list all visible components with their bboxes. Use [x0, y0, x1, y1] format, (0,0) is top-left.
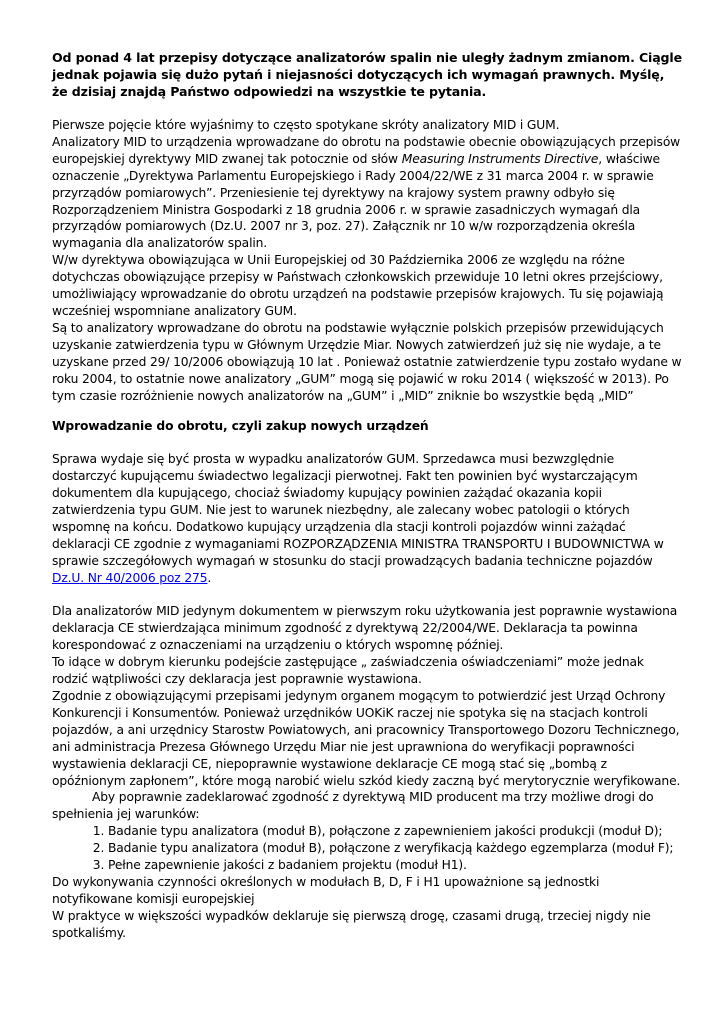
list-item: 2. Badanie typu analizatora (moduł B), połączone z weryfikacją każdego egzemplarza (moduł F); — [108, 840, 682, 857]
mid-text-after: , właściwe oznaczenie „Dyrektywa Parlamentu Europejskiego i Rady 2004/22/WE z 31 marca 2004 r. w sprawie przyrządów pomiarowych”. Przeniesienie tej dyrektywy na krajowy system prawny odbyło się Rozporządzeniem Ministra Gospodarki z 18 grudnia 2006 r. w sprawie zasadniczych wymagań dla przyrządów pomiarowych (Dz.U. 2007 nr 3, poz. 27). Załącznik nr 10 w/w rozporządzenia określa wymagania dla analizatorów spalin. — [52, 151, 660, 251]
paragraph-gum-definition: Są to analizatory wprowadzane do obrotu na podstawie wyłącznie polskich przepisów przewidujących uzyskanie zatwierdzenia typu w Głównym Urzędzie Miar. Nowych zatwierdzeń już się nie wydaje, a te uzyskane przed 29/ 10/2006 obowiązują 10 lat . Ponieważ ostatnie zatwierdzenie typu zostało wydane w roku 2004, to ostatnie nowe analizatory „GUM” mogą się pojawić w roku 2014 ( większość w 2013). Po tym czasie rozróżnienie nowych analizatorów na „GUM” i „MID” zniknie bo wszystkie będą „MID” — [52, 320, 682, 403]
paragraph-three-paths: Aby poprawnie zadeklarować zgodność z dyrektywą MID producent ma trzy możliwe drogi do spełnienia jej warunków: — [52, 790, 654, 822]
mid-directive-name: Measuring Instruments Directive — [401, 151, 599, 166]
list-item: 1. Badanie typu analizatora (moduł B), połączone z zapewnieniem jakości produkcji (moduł D); — [108, 823, 682, 840]
document-page — [52, 49, 682, 942]
paragraph-transition-period: W/w dyrektywa obowiązująca w Unii Europejskiej od 30 Października 2006 ze względu na różne dotychczas obowiązujące przepisy w Państwach członkowskich przewiduje 10 letni okres przejściowy, umożliwiający wprowadzanie do obrotu urządzeń na podstawie przepisów krajowych. Tu się pojawiają wcześniej wspomniane analizatory GUM. — [52, 253, 664, 318]
list-item: 3. Pełne zapewnienie jakości z badaniem projektu (moduł H1). — [108, 857, 682, 874]
gum-purchase-end: . — [207, 570, 212, 585]
section-heading: Wprowadzanie do obrotu, czyli zakup nowych urządzeń — [52, 419, 429, 434]
regulation-link[interactable]: Dz.U. Nr 40/2006 poz 275 — [52, 570, 208, 585]
paragraph-declaration-doubts: To idące w dobrym kierunku podejście zastępujące „ zaświadczenia oświadczeniami” może jednak rodzić wątpliwości czy deklaracja jest poprawnie wystawiona. — [52, 655, 644, 687]
paragraph-abbreviations: Pierwsze pojęcie które wyjaśnimy to często spotykane skróty analizatory MID i GUM. — [52, 118, 560, 132]
intro-paragraph: Od ponad 4 lat przepisy dotyczące analizatorów spalin nie uległy żadnym zmianom. Ciągle jednak pojawia się dużo pytań i niejasności dotyczących ich wymagań prawnych. Myślę, że dzisiaj znajdą Państwo odpowiedzi na wszystkie te pytania. — [52, 50, 682, 99]
paragraph-mid-declaration: Dla analizatorów MID jedynym dokumentem w pierwszym roku użytkowania jest poprawnie wystawiona deklaracja CE stwierdzająca minimum zgodność z dyrektywą 22/2004/WE. Deklaracja ta powinna korespondować z oznaczeniami na urządzeniu o których wspomnę później. — [52, 604, 678, 653]
paragraph-gum-purchase — [52, 451, 682, 586]
paragraph-notified-bodies: Do wykonywania czynności określonych w modułach B, D, F i H1 upoważnione są jednostki notyfikowane komisji europejskiej — [52, 874, 600, 906]
gum-purchase-text: Sprawa wydaje się być prosta w wypadku analizatorów GUM. Sprzedawca musi bezwzględnie dostarczyć kupującemu świadectwo legalizacji pierwotnej. Fakt ten powinien być wystarczającym dokumentem dla kupującego, chociaż świadomy kupujący powinien zażądać okazania kopii zatwierdzenia typu GUM. Nie jest to warunek niezbędny, ale zalecany wobec patologii o których wspomnę na końcu. Dodatkowo kupujący urządzenia dla stacji kontroli pojazdów winni zażądać deklaracji CE zgodnie z wymaganiami ROZPORZĄDZENIA MINISTRA TRANSPORTU I BUDOWNICTWA w sprawie szczegółowych wymagań w stosunku do stacji prowadzących badania techniczne pojazdów — [52, 452, 664, 568]
mid-text-before: Analizatory MID to urządzenia wprowadzane do obrotu na podstawie obecnie obowiązujących przepisów europejskiej dyrektywy MID zwanej tak potocznie od słów — [52, 134, 681, 166]
paragraph-practice: W praktyce w większości wypadków deklaruje się pierwszą drogę, czasami drugą, trzeciej nigdy nie spotkaliśmy. — [52, 908, 651, 940]
paragraph-mid-definition — [52, 134, 682, 252]
conformity-paths-list — [52, 823, 682, 874]
paragraph-uokik: Zgodnie z obowiązującymi przepisami jedynym organem mogącym to potwierdzić jest Urząd Ochrony Konkurencji i Konsumentów. Ponieważ urzędników UOKiK raczej nie spotyka się na stacjach kontroli pojazdów, a ani urzędnicy Starostw Powiatowych, ani pracownicy Transportowego Dozoru Technicznego, ani administracja Prezesa Głównego Urzędu Miar nie jest uprawniona do weryfikacji poprawności wystawienia deklaracji CE, niepoprawnie wystawione deklaracje CE mogą stać się „bombą z opóźnionym zapłonem”, które mogą narobić wielu szkód kiedy zaczną być merytorycznie weryfikowane. — [52, 688, 681, 788]
